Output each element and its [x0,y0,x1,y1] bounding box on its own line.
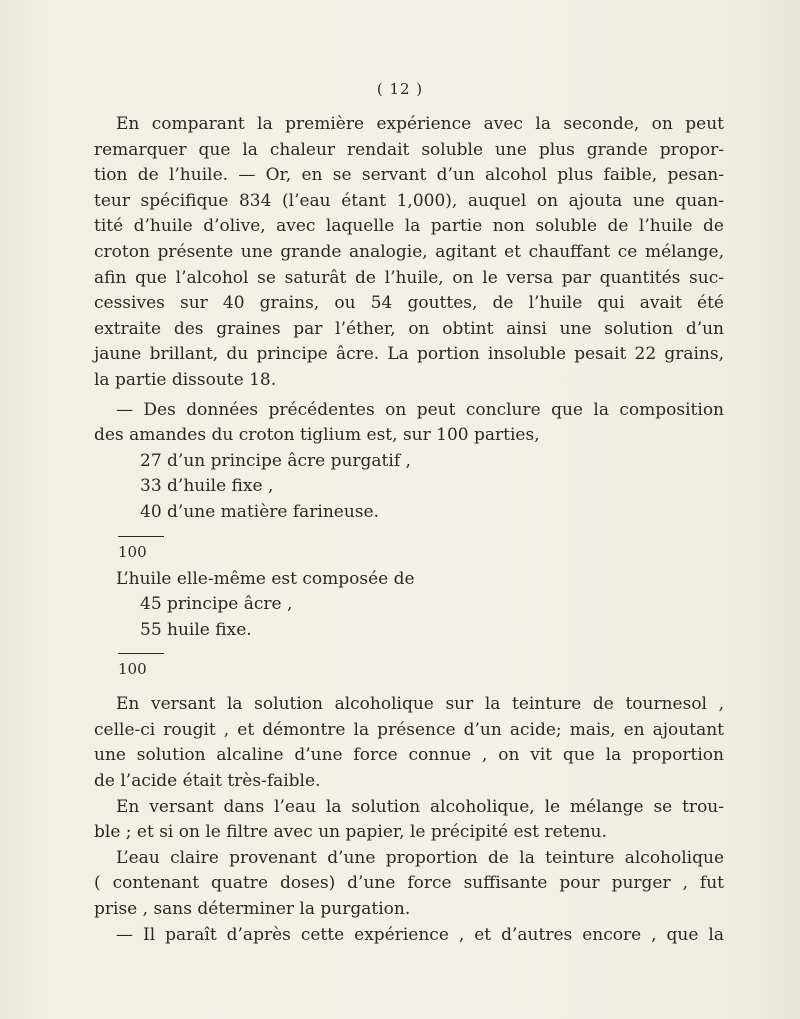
paragraph-2-line: — Des données précédentes on peut conclure que la composition [116,399,724,420]
composition-item: 33 d’huile fixe , [140,476,274,497]
paragraph-1-line: En comparant la première expérience avec la seconde, on peut [116,114,724,134]
paragraph-4-line: celle-ci rougit , et démontre la présence d’un acide; mais, en ajoutant [94,719,724,740]
paragraph-1-line: tion de l’huile. — Or, en se servant d’un alcohol plus faible, pesan- [94,165,724,186]
paragraph-6-line: prise , sans déterminer la purgation. [94,899,411,920]
paragraph-6-line: L’eau claire provenant d’une proportion de la teinture alcoholique [116,847,724,868]
paragraph-1-line: croton présente une grande analogie, agitant et chauffant ce mélange, [94,241,724,262]
paragraph-1-line: remarquer que la chaleur rendait soluble une plus grande propor- [94,139,724,160]
oil-composition-item: 45 principe âcre , [140,594,293,615]
paragraph-1-line: cessives sur 40 grains, ou 54 gouttes, de l’huile qui avait été [94,293,724,314]
paragraph-7-line: — Il paraît d’après cette expérience , et d’autres encore , que la [116,924,724,945]
paragraph-2-line: des amandes du croton tiglium est, sur 100 parties, [94,425,540,446]
paragraph-1-line: extraite des graines par l’éther, on obtint ainsi une solution d’un [94,318,724,339]
paragraph-1-line: tité d’huile d’olive, avec laquelle la partie non soluble de l’huile de [94,216,724,237]
page-number: ( 12 ) [376,80,424,98]
composition-total: 100 [118,542,147,561]
paragraph-1-line: la partie dissoute 18. [94,369,277,390]
composition-item: 27 d’un principe âcre purgatif , [140,450,411,471]
paragraph-6-line: ( contenant quatre doses) d’une force suffisante pour purger , fut [94,873,724,894]
paragraph-1-line: jaune brillant, du principe âcre. La portion insoluble pesait 22 grains, [94,344,724,365]
paragraph-3-line: L’huile elle-même est composée de [116,568,415,589]
composition-item: 40 d’une matière farineuse. [140,501,379,522]
paragraph-4-line: de l’acide était très-faible. [94,771,321,792]
paragraph-1-line: afin que l’alcohol se saturât de l’huile, on le versa par quantités suc- [94,267,724,288]
paragraph-4-line: En versant la solution alcoholique sur la teinture de tournesol , [116,694,724,715]
paragraph-4-line: une solution alcaline d’une force connue , on vit que la proportion [94,745,724,766]
page-body [94,112,724,948]
paragraph-1-line: teur spécifique 834 (l’eau étant 1,000), auquel on ajouta une quan- [94,190,724,211]
paragraph-5-line: ble ; et si on le filtre avec un papier, le précipité est retenu. [94,822,607,843]
oil-composition-item: 55 huile fixe. [140,619,252,640]
oil-composition-total: 100 [118,660,147,679]
paragraph-5-line: En versant dans l’eau la solution alcoholique, le mélange se trou- [116,796,724,817]
